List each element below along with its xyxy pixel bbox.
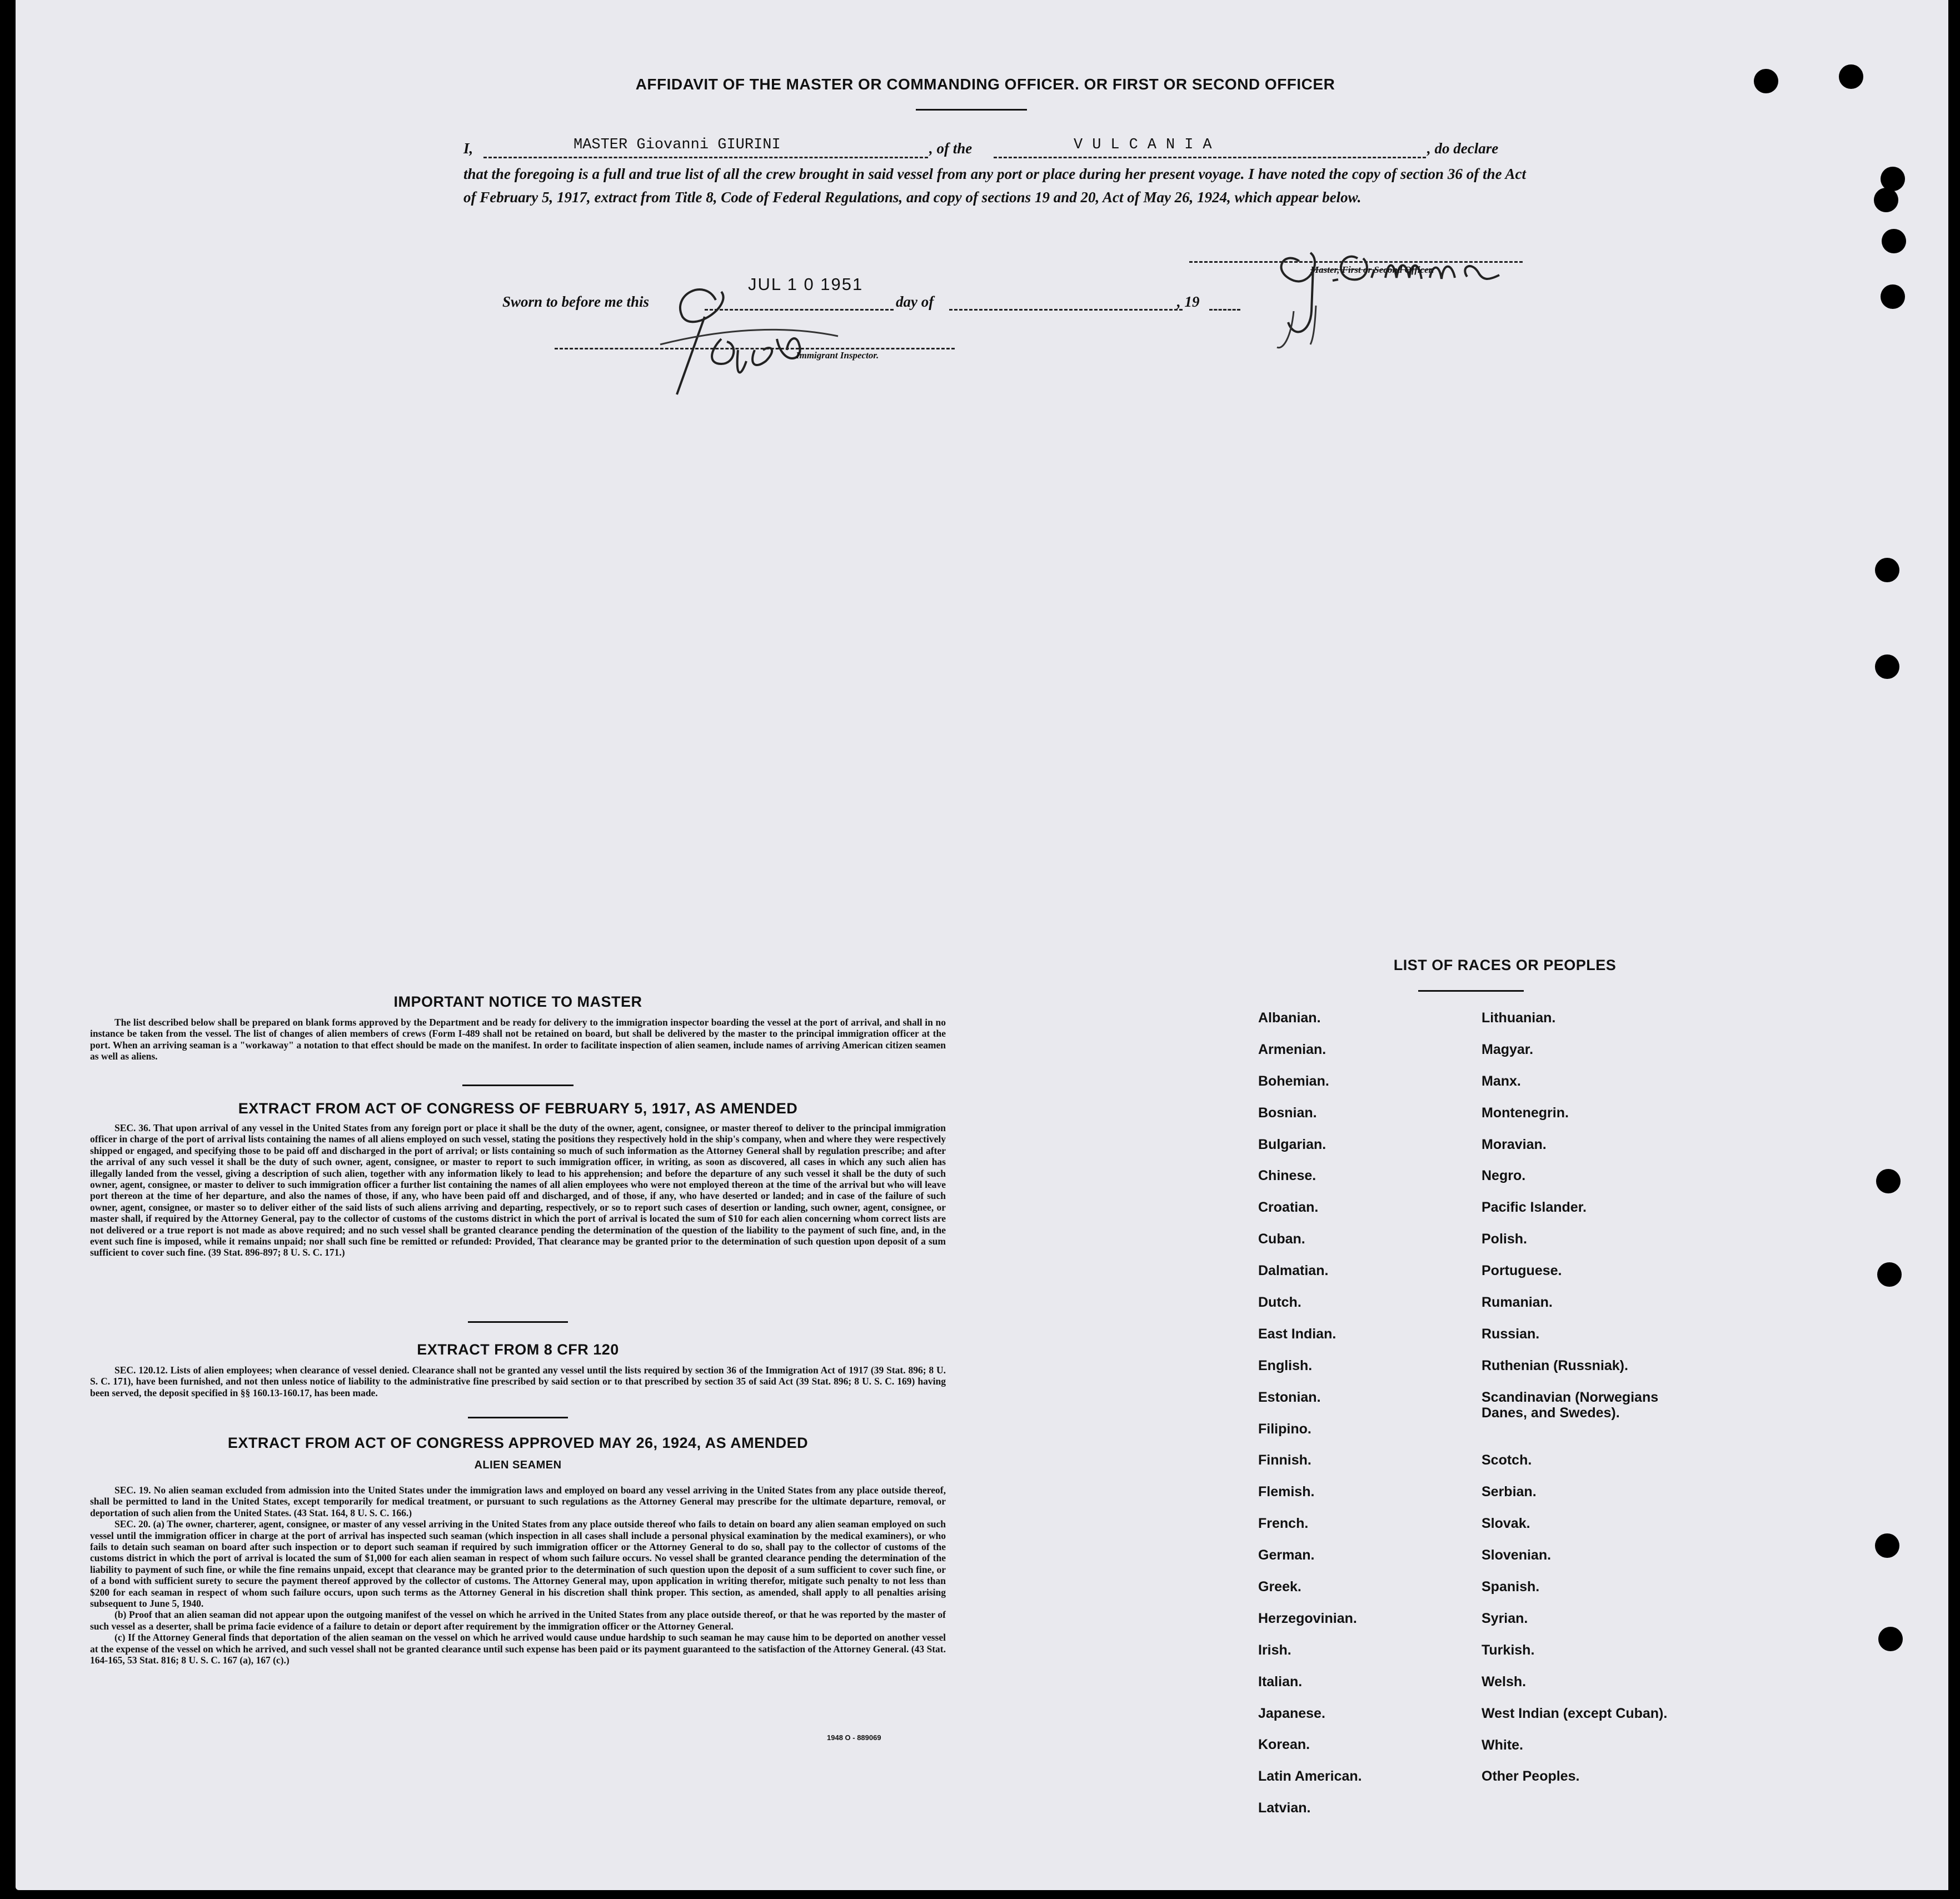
- extract-1924-title: EXTRACT FROM ACT OF CONGRESS APPROVED MAY 26, 1924, AS AMENDED: [227, 1435, 809, 1451]
- race-item: Negro.: [1482, 1168, 1526, 1184]
- year-line: [1209, 309, 1240, 311]
- race-item: Flemish.: [1258, 1484, 1315, 1500]
- section-19-paragraph: SEC. 19. No alien seaman excluded from admission into the United States under the immigration laws and employed on board any vessel arriving in the United States from any place outside thereof, shall be permitted to land in the United States, except temporarily for medical treatment, or pursuant to such regulations as the Attorney General may prescribe for the ultimate departure, removal, or deportation of such alien from the United States. (43 Stat. 164, 8 U. S. C. 166.): [90, 1485, 946, 1518]
- race-item: Bosnian.: [1258, 1105, 1317, 1121]
- year-prefix: , 19: [1177, 293, 1200, 310]
- race-item: Turkish.: [1482, 1642, 1535, 1658]
- officer-signature: [1260, 228, 1549, 356]
- race-item: Cuban.: [1258, 1231, 1305, 1247]
- race-item: Irish.: [1258, 1642, 1291, 1658]
- notice-divider: [462, 1085, 573, 1086]
- affidavit-title: AFFIDAVIT OF THE MASTER OR COMMANDING OFFICER. OR FIRST OR SECOND OFFICER: [635, 76, 1335, 93]
- section-20b-paragraph: (b) Proof that an alien seaman did not appear upon the outgoing manifest of the vessel on which he arrived in the United States from any place outside thereof, or that he was reported by the master of such vessel as a deserter, shall be prima facie evidence of a failure to detain or deport after requirement by the immigration officer or the Attorney General.: [90, 1609, 946, 1632]
- race-item: Pacific Islander.: [1482, 1200, 1587, 1216]
- race-item: Finnish.: [1258, 1452, 1311, 1468]
- race-item: Croatian.: [1258, 1200, 1319, 1216]
- race-item: Latvian.: [1258, 1800, 1311, 1816]
- extract-cfr-title: EXTRACT FROM 8 CFR 120: [417, 1341, 619, 1358]
- races-left-column: [1258, 1010, 1362, 1832]
- race-item: Estonian.: [1258, 1389, 1321, 1405]
- race-item: French.: [1258, 1516, 1309, 1532]
- race-item: Manx.: [1482, 1073, 1521, 1089]
- master-name-line: [483, 157, 928, 158]
- punch-hole: [1875, 654, 1899, 679]
- notice-paragraph: The list described below shall be prepared on blank forms approved by the Department and be ready for delivery to the immigration inspector boarding the vessel at the port of arrival, and shall in no instance be taken from the vessel. The list of changes of alien members of crews (Form I-489 shall not be retained on board, but shall be delivered by the master to the principal immigration officer at the port. When an arriving seaman is a "workaway" a notation to that effect should be made on the manifest. In order to facilitate inspection of alien seamen, include names of arriving American citizen seamen as well as aliens.: [90, 1017, 946, 1062]
- do-declare-label: , do declare: [1427, 140, 1499, 157]
- race-item: Bohemian.: [1258, 1073, 1329, 1089]
- vessel-name-value: VULCANIA: [1074, 137, 1221, 153]
- punch-hole: [1875, 1533, 1899, 1558]
- notice-title: IMPORTANT NOTICE TO MASTER: [393, 993, 642, 1010]
- punch-hole: [1875, 558, 1899, 582]
- month-line: [949, 309, 1183, 311]
- punch-hole: [1876, 1169, 1901, 1193]
- inspector-signature-line: [555, 348, 955, 349]
- document-page: [16, 0, 1948, 1890]
- officer-label: Master, First or Second Officer.: [1310, 264, 1434, 275]
- punch-hole: [1881, 284, 1905, 309]
- race-item: Portuguese.: [1482, 1263, 1562, 1279]
- extract-1917-divider: [468, 1321, 568, 1323]
- title-divider: [916, 109, 1027, 111]
- race-item: German.: [1258, 1547, 1315, 1563]
- punch-hole: [1874, 188, 1898, 212]
- race-item: Rumanian.: [1482, 1295, 1553, 1311]
- race-item: Magyar.: [1482, 1041, 1534, 1057]
- punch-hole: [1882, 229, 1906, 253]
- races-right-column: [1482, 1010, 1670, 1800]
- race-item: Slovak.: [1482, 1516, 1530, 1532]
- sworn-label: Sworn to before me this: [502, 293, 650, 310]
- vessel-name-line: [994, 157, 1426, 158]
- race-item: Montenegrin.: [1482, 1105, 1569, 1121]
- race-item: Greek.: [1258, 1579, 1301, 1595]
- race-item: Chinese.: [1258, 1168, 1316, 1184]
- race-item: Armenian.: [1258, 1041, 1326, 1057]
- race-item: Dutch.: [1258, 1295, 1301, 1311]
- inspector-label: Immigrant Inspector.: [796, 350, 879, 361]
- inspector-signature: [638, 267, 849, 411]
- race-item: Korean.: [1258, 1737, 1310, 1753]
- race-item: Scotch.: [1482, 1452, 1532, 1468]
- race-item: Lithuanian.: [1482, 1010, 1556, 1026]
- race-item: Italian.: [1258, 1673, 1303, 1690]
- race-item: Japanese.: [1258, 1705, 1325, 1721]
- race-item: Spanish.: [1482, 1579, 1540, 1595]
- race-item: White.: [1482, 1737, 1523, 1753]
- race-item: English.: [1258, 1357, 1313, 1373]
- master-name-value: MASTER Giovanni GIURINI: [573, 137, 781, 153]
- race-item: Dalmatian.: [1258, 1263, 1329, 1279]
- extract-1924-text: [90, 1485, 946, 1666]
- affidavit-i-label: I,: [463, 140, 473, 157]
- race-item: Slovenian.: [1482, 1547, 1552, 1563]
- notice-text: [90, 1017, 946, 1062]
- section-120-paragraph: SEC. 120.12. Lists of alien employees; when clearance of vessel denied. Clearance shall not be granted any vessel until the lists required by section 36 of the Immigration Act of 1917 (39 Stat. 896; 8 U. S. C. 171), have been furnished, and not then unless notice of liability to the administrative fine prescribed by said section or to that prescribed by section 35 of said Act (39 Stat. 896; 8 U. S. C. 169) having been served, the deposit specified in §§ 160.13-160.17, has been made.: [90, 1365, 946, 1398]
- of-the-label: , of the: [929, 140, 972, 157]
- races-title: LIST OF RACES OR PEOPLES: [1393, 957, 1617, 973]
- extract-1917-text: [90, 1122, 946, 1258]
- race-item: Russian.: [1482, 1326, 1540, 1342]
- print-code: 1948 O - 889069: [827, 1733, 881, 1742]
- extract-cfr-text: [90, 1365, 946, 1398]
- section-20c-paragraph: (c) If the Attorney General finds that deportation of the alien seaman on the vessel on which he arrived would cause undue hardship to such seaman he may cause him to be deported on another vessel at the expense of the vessel on which he arrived, and such vessel shall not be granted clearance until such expense has been paid or its payment guaranteed to the satisfaction of the Attorney General. (43 Stat. 164-165, 53 Stat. 816; 8 U. S. C. 167 (a), 167 (c).): [90, 1632, 946, 1666]
- race-item: Syrian.: [1482, 1610, 1528, 1626]
- race-item: Scandinavian (Norwegians Danes, and Swedes).: [1482, 1389, 1659, 1421]
- race-item: Herzegovinian.: [1258, 1610, 1357, 1626]
- extract-1917-title: EXTRACT FROM ACT OF CONGRESS OF FEBRUARY 5, 1917, AS AMENDED: [238, 1100, 798, 1117]
- section-36-paragraph: SEC. 36. That upon arrival of any vessel in the United States from any foreign port or place it shall be the duty of the owner, agent, consignee, or master thereof to deliver to the principal immigration officer in charge of the port of arrival lists containing the names of all aliens employed on such vessel, stating the positions they respectively hold in the ship's company, when and where they were respectively shipped or engaged, and specifying those to be paid off and discharged in the port of arrival; or lists containing so much of such information as the Attorney General shall by regulation prescribe; and after the arrival of any such vessel it shall be the duty of such owner, agent, consignee, or master to report to such immigration officer, in writing, as soon as discovered, all cases in which any such alien has illegally landed from the vessel, giving a description of such alien, together with any information likely to lead to his apprehension; and before the departure of any such vessel it shall be the duty of such owner, agent, consignee, or master to deliver to such immigration officer a further list containing the names of all alien employees who were not employed thereon at the time of the arrival but who will leave port thereon at the time of her departure, and also the names of those, if any, who have been paid off and discharged, and of those, if any, who have deserted or landed; and in case of the failure of such owner, agent, consignee, or master so to deliver either of the said lists of such aliens arriving and departing, respectively, or so to report such cases of desertion or landing, such owner, agent, consignee, or master shall, if required by the Attorney General, pay to the collector of customs of the customs district in which the port of arrival is located the sum of $10 for each alien concerning whom correct lists are not delivered or a true report is not made as above required; and no such vessel shall be granted clearance pending the determination of the question of the liability to the payment of such fine, and, in the event such fine is imposed, while it remains unpaid; nor shall such fine be remitted or refunded: Provided, That clearance may be granted prior to the determination of such question upon deposit of a sum sufficient to cover such fine. (39 Stat. 896-897; 8 U. S. C. 171.): [90, 1122, 946, 1258]
- day-of-label: day of: [896, 293, 934, 310]
- extract-cfr-divider: [468, 1417, 568, 1418]
- race-item: Welsh.: [1482, 1673, 1527, 1690]
- alien-seamen-subtitle: ALIEN SEAMEN: [474, 1459, 562, 1471]
- race-item: Albanian.: [1258, 1010, 1321, 1026]
- punch-hole: [1878, 1627, 1903, 1651]
- race-item: West Indian (except Cuban).: [1482, 1705, 1668, 1721]
- race-item: Ruthenian (Russniak).: [1482, 1357, 1628, 1373]
- race-item: Other Peoples.: [1482, 1768, 1580, 1785]
- declaration-text: that the foregoing is a full and true list of all the crew brought in said vessel from any port or place during her present voyage. I have noted the copy of section 36 of the Act of February 5, 1917, extract from Title 8, Code of Federal Regulations, and copy of sections 19 and 20, Act of May 26, 1924, which appear below.: [463, 166, 1526, 206]
- section-20a-paragraph: SEC. 20. (a) The owner, charterer, agent, consignee, or master of any vessel arriving in the United States from any place outside thereof who fails to detain on board any alien seaman employed on such vessel until the immigration officer in charge at the port of arrival has inspected such seaman (which inspection in all cases shall include a personal physical examination by the medical examiners), or who fails to detain such seaman on board after such inspection or to deport such seaman if required by such immigration officer or the Attorney General to do so, shall pay to the collector of customs of the customs district in which the port of arrival is located the sum of $1,000 for each alien seaman in respect of whom such failure occurs. No vessel shall be granted clearance pending the determination of the liability to payment of such fine, or while the fine remains unpaid, except that clearance may be granted prior to the determination of such question upon the deposit of a sum sufficient to cover such fine, or of a bond with sufficient surety to secure the payment thereof approved by the collector of customs. The Attorney General may, upon application in writing therefor, mitigate such penalty to not less than $200 for each seaman in respect of whom such failure occurs, upon such terms as the Attorney General in his discretion shall think proper. This section, as amended, shall apply to all penalties arising subsequent to June 5, 1940.: [90, 1518, 946, 1610]
- race-item: Moravian.: [1482, 1136, 1547, 1152]
- punch-hole: [1877, 1262, 1902, 1287]
- race-item: Bulgarian.: [1258, 1136, 1326, 1152]
- race-item: East Indian.: [1258, 1326, 1336, 1342]
- races-divider: [1418, 990, 1524, 992]
- race-item: Serbian.: [1482, 1484, 1537, 1500]
- race-item: Filipino.: [1258, 1421, 1311, 1437]
- race-item: Polish.: [1482, 1231, 1527, 1247]
- race-item: Latin American.: [1258, 1768, 1362, 1785]
- date-stamp: JUL 1 0 1951: [748, 274, 864, 294]
